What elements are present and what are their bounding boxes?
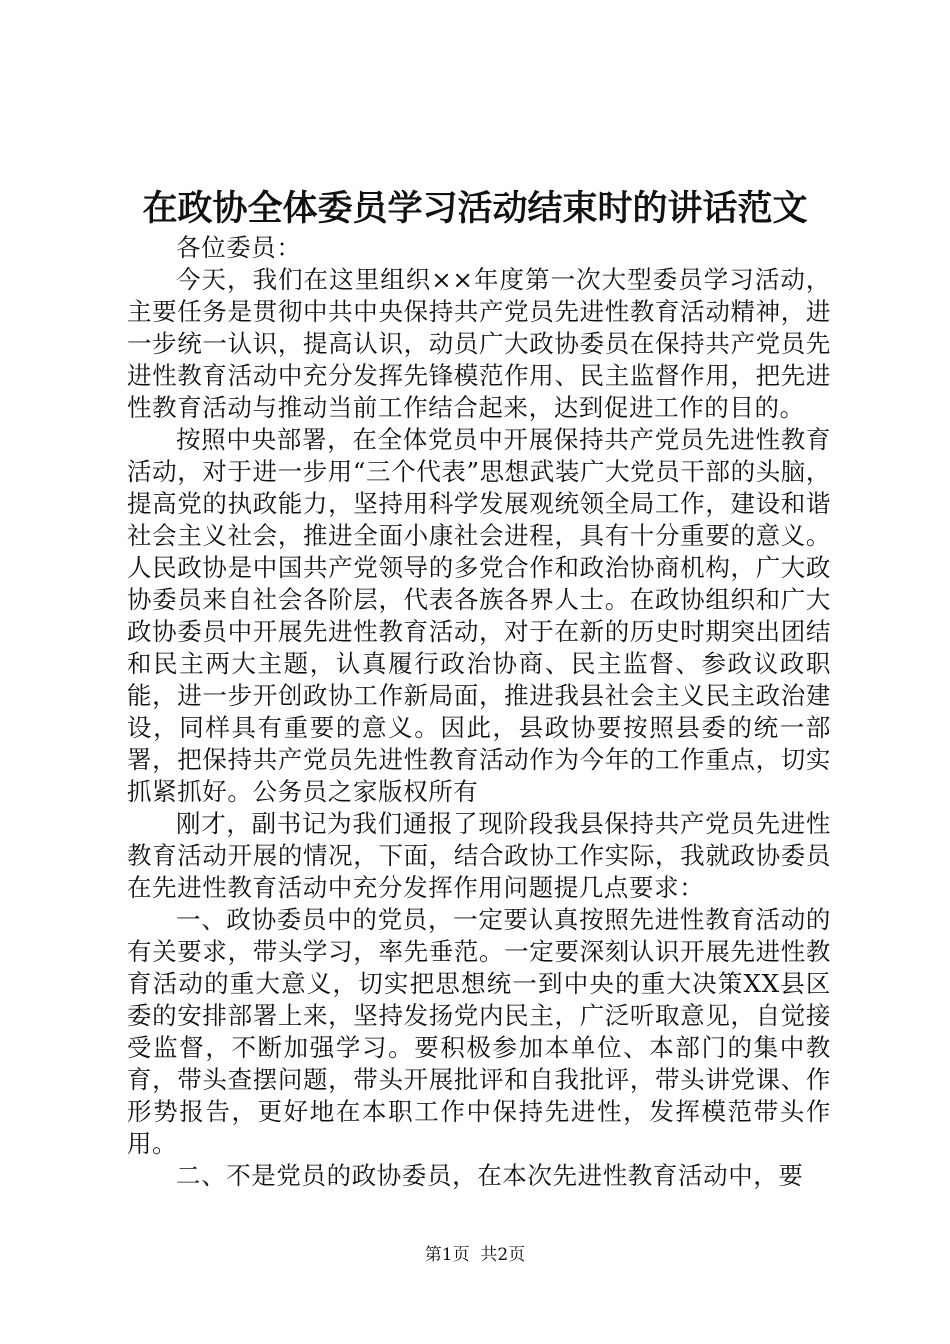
body-paragraph: 刚才，副书记为我们通报了现阶段我县保持共产党员先进性教育活动开展的情况，下面，结合政协工作实际，我就政协委员在先进性教育活动中充分发挥作用问题提几点要求： [127, 809, 831, 902]
body-paragraph: 二、不是党员的政协委员，在本次先进性教育活动中，要 [176, 1161, 804, 1190]
document-body [127, 232, 831, 1192]
document-title: 在政协全体委员学习活动结束时的讲话范文 [142, 188, 808, 229]
salutation-paragraph: 各位委员： [176, 233, 302, 262]
page-footer: 第1页 共2页 [424, 1245, 526, 1265]
body-paragraph: 一、政协委员中的党员，一定要认真按照先进性教育活动的有关要求，带头学习，率先垂范。一定要深刻认识开展先进性教育活动的重大意义，切实把思想统一到中央的重大决策XX县区委的安排部署上来，坚持发扬党内民主，广泛听取意见，自觉接受监督，不断加强学习。要积极参加本单位、本部门的集中教育，带头查摆问题，带头开展批评和自我批评，带头讲党课、作形势报告，更好地在本职工作中保持先进性，发挥模范带头作用。 [127, 905, 831, 1158]
body-paragraph: 今天，我们在这里组织××年度第一次大型委员学习活动，主要任务是贯彻中共中央保持共产党员先进性教育活动精神，进一步统一认识，提高认识，动员广大政协委员在保持共产党员先进性教育活动中充分发挥先锋模范作用、民主监督作用，把先进性教育活动与推动当前工作结合起来，达到促进工作的目的。 [127, 265, 831, 422]
body-paragraph: 按照中央部署，在全体党员中开展保持共产党员先进性教育活动，对于进一步用“三个代表”思想武装广大党员干部的头脑，提高党的执政能力，坚持用科学发展观统领全局工作，建设和谐社会主义社会，推进全面小康社会进程，具有十分重要的意义。人民政协是中国共产党领导的多党合作和政治协商机构，广大政协委员来自社会各阶层，代表各族各界人士。在政协组织和广大政协委员中开展先进性教育活动，对于在新的历史时期突出团结和民主两大主题，认真履行政治协商、民主监督、参政议政职能，进一步开创政协工作新局面，推进我县社会主义民主政治建设，同样具有重要的意义。因此，县政协要按照县委的统一部署，把保持共产党员先进性教育活动作为今年的工作重点，切实抓紧抓好。公务员之家版权所有 [127, 425, 831, 806]
